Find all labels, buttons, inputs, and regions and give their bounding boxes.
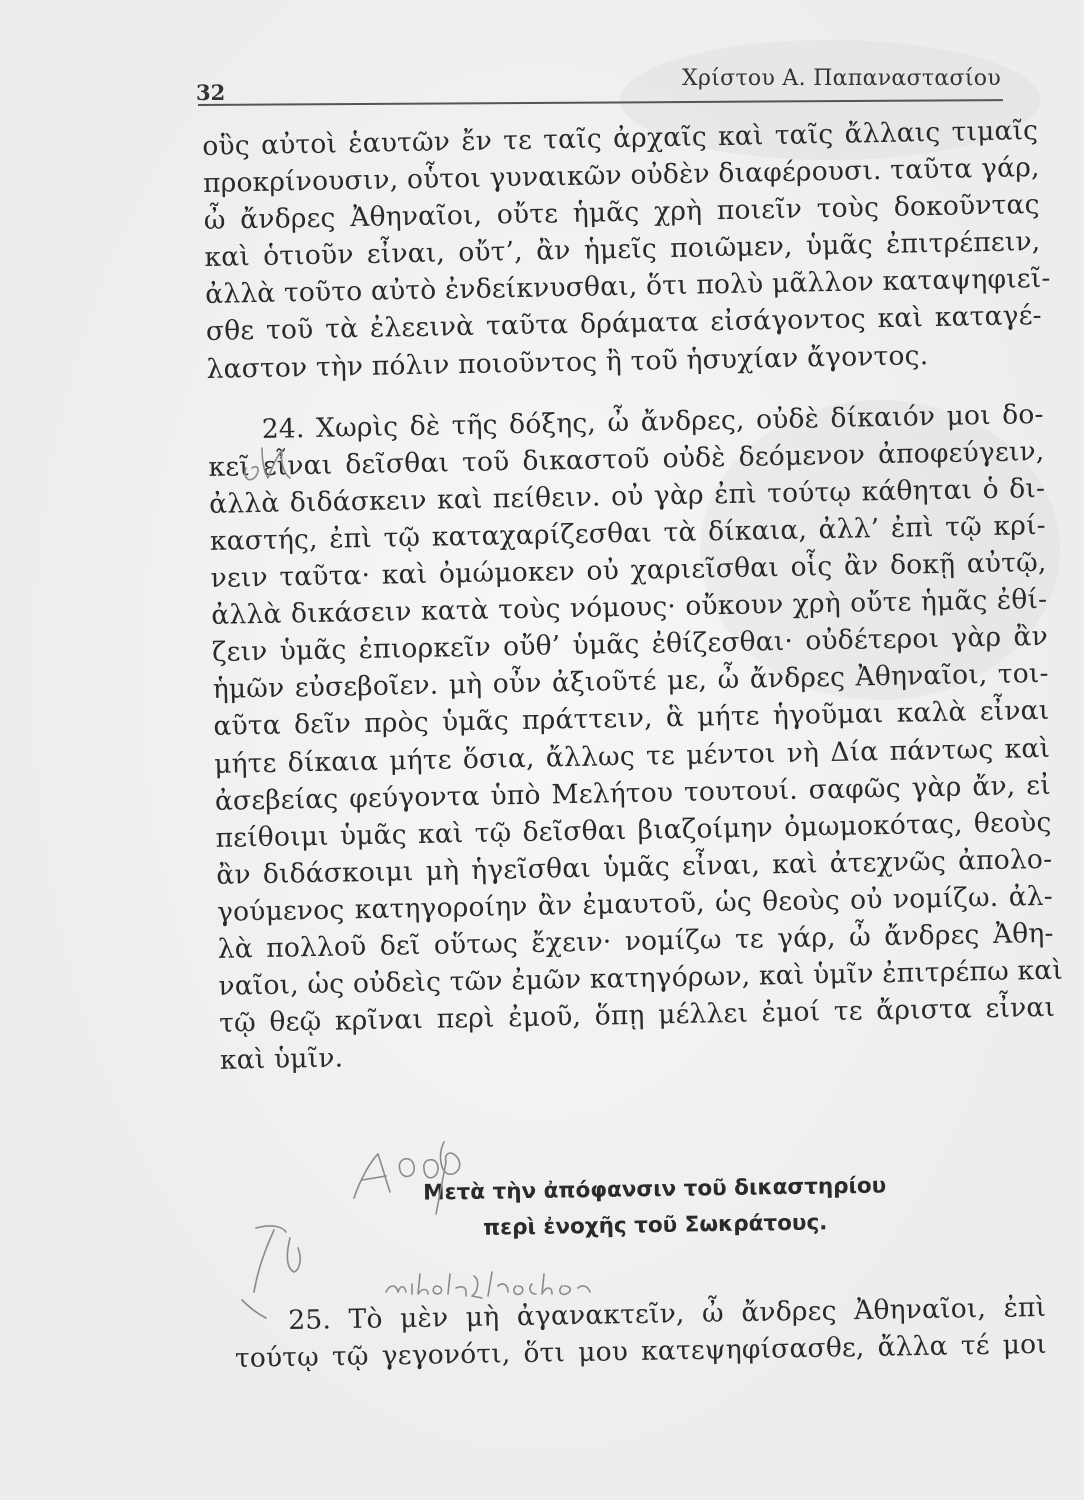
text-line: καὶ ὑμῖν. [219,1042,344,1077]
text-line: 24. Χωρὶς δὲ τῆς δόξης, ὦ ἄνδρες, οὐδὲ δίκαιόν μοι δο- [261,398,1044,445]
text-line: ἀλλὰ τοῦτο αὐτὸ ἐνδείκνυσθαι, ὅτι πολὺ μᾶλλον καταψηφιεῖ- [204,263,1051,311]
text-line: τῷ θεῷ κρῖναι περὶ ἐμοῦ, ὅπῃ μέλλει ἐμοί τε ἄριστα εἶναι [218,991,1056,1039]
page-header [190,56,1005,105]
main-text [202,112,1062,1079]
paragraph-23-end [202,112,1049,388]
text-line: ὦ ἄνδρες Ἀθηναῖοι, οὔτε ἡμᾶς χρὴ ποιεῖν τοὺς δοκοῦντας [203,189,1040,237]
text-line: κεῖ εἶναι δεῖσθαι τοῦ δικαστοῦ οὐδὲ δεόμενον ἀποφεύγειν, [208,435,1045,483]
paragraph-24 [207,395,1062,1079]
text-line: 25. Τὸ μὲν μὴ ἀγανακτεῖν, ὦ ἄνδρες Ἀθηναῖοι, ἐπὶ [288,1291,1047,1337]
text-line: λαστον τὴν πόλιν ποιοῦντος ἢ τοῦ ἡσυχίαν ἄγοντος. [206,339,929,385]
text-line: καὶ ὁτιοῦν εἶναι, οὔτ’, ἂν ἡμεῖς ποιῶμεν, ὑμᾶς ἐπιτρέπειν, [204,226,1041,274]
text-line: νειν ταῦτα· καὶ ὀμώμοκεν οὐ χαριεῖσθαι οἷς ἂν δοκῇ αὐτῷ, [210,546,1047,594]
page-number: 32 [196,80,226,105]
text-line: μήτε δίκαια μήτε ὅσια, ἄλλως τε μέντοι νὴ Δία πάντως καὶ [213,732,1051,780]
text-line: ναῖοι, ὡς οὐδεὶς τῶν ἐμῶν κατηγόρων, καὶ ὑμῖν ἐπιτρέπω καὶ [218,954,1064,1002]
text-line: πείθοιμι ὑμᾶς καὶ τῷ δεῖσθαι βιαζοίμην ὀμωμοκότας, θεοὺς [215,806,1052,854]
section-heading-line: περὶ ἐνοχῆς τοῦ Σωκράτους. [482,1210,828,1241]
text-line: οὓς αὐτοὶ ἑαυτῶν ἔν τε ταῖς ἀρχαῖς καὶ ταῖς ἄλλαις τιμαῖς [202,114,1039,162]
text-line: προκρίνουσιν, οὗτοι γυναικῶν οὐδὲν διαφέρουσι. ταῦτα γάρ, [202,152,1040,200]
section-heading [389,1168,920,1248]
text-line: καστής, ἐπὶ τῷ καταχαρίζεσθαι τὰ δίκαια, ἀλλ’ ἐπὶ τῷ κρί- [209,509,1047,557]
text-line: γούμενος κατηγοροίην ἂν ἐμαυτοῦ, ὡς θεοὺς οὐ νομίζω. ἀλ- [216,880,1054,928]
text-line: ἀλλὰ διδάσκειν καὶ πείθειν. οὐ γὰρ ἐπὶ τούτῳ κάθηται ὁ δι- [208,472,1046,520]
text-line: ἀλλὰ δικάσειν κατὰ τοὺς νόμους· οὔκουν χρὴ οὔτε ἡμᾶς ἐθί- [211,583,1048,632]
running-head: Χρίστου Α. Παπαναστασίου [682,66,1001,91]
text-line: τούτῳ τῷ γεγονότι, ὅτι μου κατεψηφίσασθε, ἄλλα τέ μοι [234,1328,1048,1375]
header-rule [198,99,1003,106]
text-line: σθε τοῦ τὰ ἐλεεινὰ ταῦτα δράματα εἰσάγοντος καὶ καταγέ- [205,300,1043,348]
text-line: λὰ πολλοῦ δεῖ οὕτως ἔχειν· νομίζω τε γάρ, ὦ ἄνδρες Ἀθη- [217,917,1054,965]
text-line: ἀσεβείας φεύγοντα ὑπὸ Μελήτου τουτουί. σαφῶς γὰρ ἄν, εἰ [214,769,1052,817]
paragraph-25 [234,1289,1055,1377]
text-line: ζειν ὑμᾶς ἐπιορκεῖν οὔθ’ ὑμᾶς ἐθίζεσθαι· οὐδέτεροι γὰρ ἂν [211,621,1049,669]
section-heading-line: Μετὰ τὴν ἀπόφανσιν τοῦ δικαστηρίου [423,1173,887,1206]
text-line: ἂν διδάσκοιμι μὴ ἡγεῖσθαι ὑμᾶς εἶναι, καὶ ἀτεχνῶς ἀπολο- [216,843,1053,891]
main-text-continued [234,1289,1055,1377]
text-line: αῦτα δεῖν πρὸς ὑμᾶς πράττειν, ἃ μήτε ἡγοῦμαι καλὰ εἶναι [213,695,1050,743]
text-line: ἡμῶν εὐσεβοῖεν. μὴ οὖν ἀξιοῦτέ με, ὦ ἄνδρες Ἀθηναῖοι, τοι- [212,658,1049,706]
